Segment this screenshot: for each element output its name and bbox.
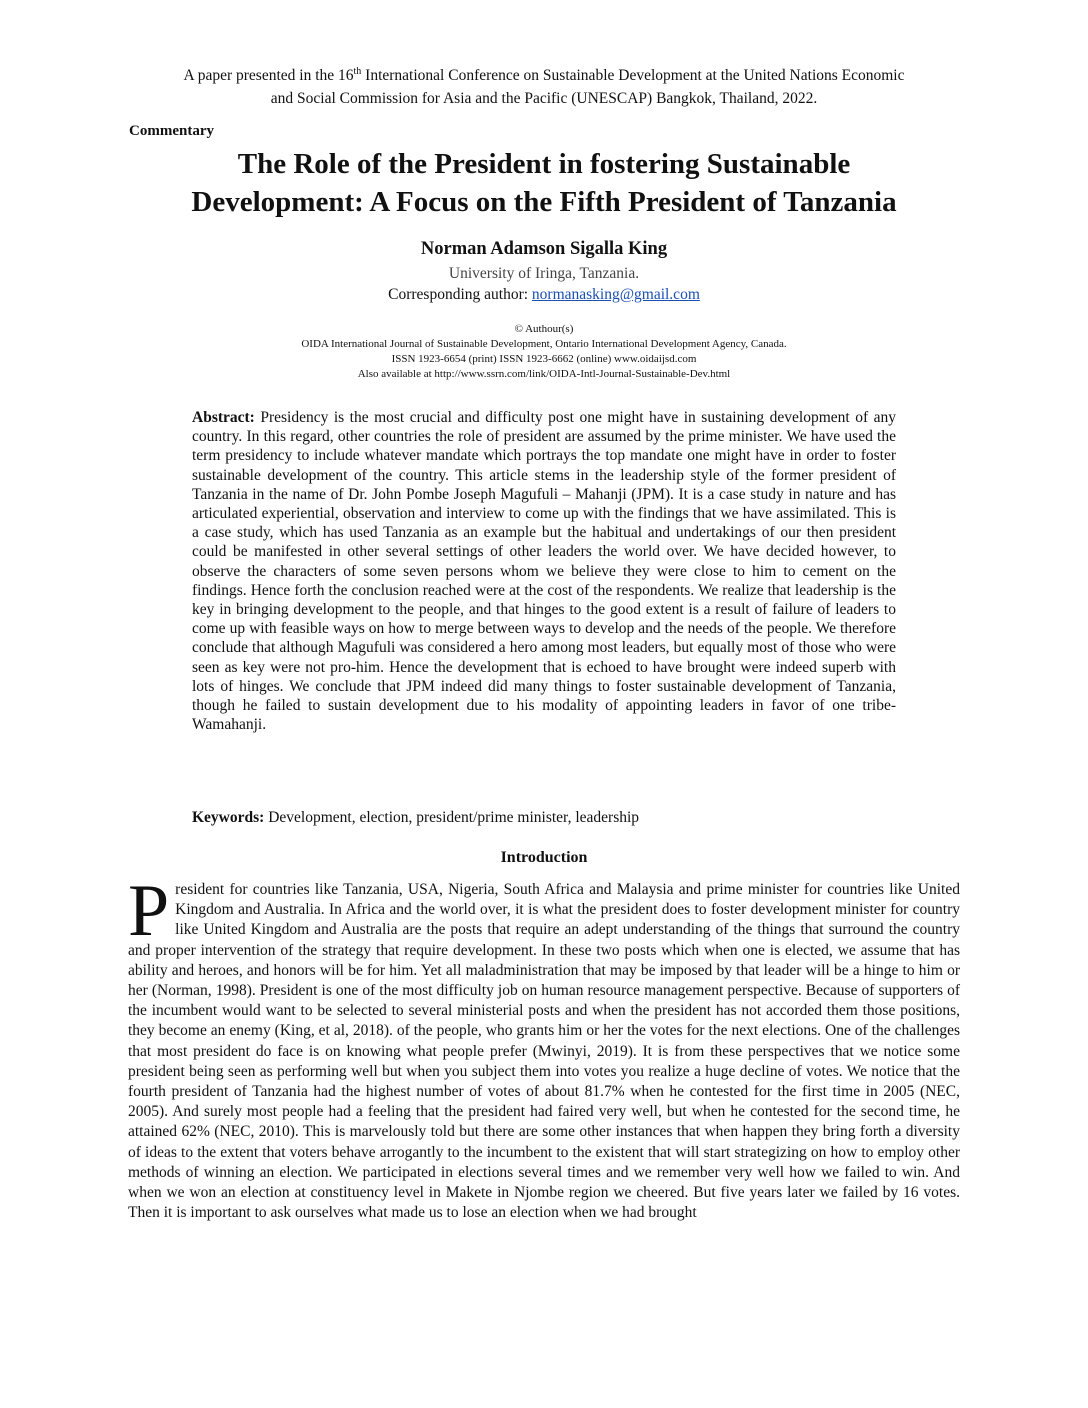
copyright-line: © Authour(s) <box>514 323 574 335</box>
abstract-label: Abstract: <box>192 409 255 426</box>
abstract <box>192 408 896 734</box>
keywords-text: Development, election, president/prime minister, leadership <box>264 809 640 826</box>
email-link[interactable]: normanasking@gmail.com <box>531 286 700 303</box>
paper-title <box>100 145 988 221</box>
title-line-2: Development: A Focus on the Fifth President of Tanzania <box>191 186 897 218</box>
conference-note <box>120 64 968 110</box>
author-affiliation <box>0 263 1088 305</box>
conference-line-1: A paper presented in the 16th International Conference on Sustainable Development at the United Nations Economic <box>183 66 905 84</box>
article-type-label: Commentary <box>129 123 214 139</box>
journal-line: OIDA International Journal of Sustainable Development, Ontario International Development Agency, Canada. <box>301 338 787 350</box>
corresponding-author: Corresponding author: normanasking@gmail.com <box>388 286 700 303</box>
title-line-1: The Role of the President in fostering Sustainable <box>237 148 851 180</box>
affiliation-institution: University of Iringa, Tanzania. <box>448 265 640 282</box>
availability-line: Also available at http://www.ssrn.com/link/OIDA-Intl-Journal-Sustainable-Dev.html <box>357 368 731 380</box>
publication-info <box>0 322 1088 382</box>
conference-line-2: and Social Commission for Asia and the Pacific (UNESCAP) Bangkok, Thailand, 2022. <box>270 90 818 107</box>
keywords-label: Keywords: <box>192 809 265 826</box>
introduction-text: resident for countries like Tanzania, USA, Nigeria, South Africa and Malaysia and prime minister for countries like United Kingdom and Australia. In Africa and the world over, it is what the president does to foster development minister for country like United Kingdom and Australia are the posts that require an adept understanding of the things that surround the country and proper intervention of the strategy that require development. In these two posts which when one is elected, we assume that has ability and heroes, and honors will be for him. Yet all maladministration that may be imposed by that leader will be a hinge to him or her (Norman, 1998). President is one of the most difficulty job on human resource management perspective. Because of supporters of the incumbent would want to be selected to several ministerial posts and when the president has not accorded them those positions, they become an enemy (King, et al, 2018). of the people, who grants him or her the votes for the next elections. One of the challenges that most president do face is on knowing what people prefer (Mwinyi, 2019). It is from these perspectives that we notice some president being seen as performing well but when you subject them into votes you realize a huge decline of votes. We notice that the fourth president of Tanzania had the highest number of votes of about 81.7% when he contested for the first time in 2005 (NEC, 2005). And surely most people had a feeling that the president had faired very well, but when he contested for the second time, he attained 62% (NEC, 2010). This is marvelously told but there are some other instances that when happen they bring forth a diversity of ideas to the extent that voters behave arrogantly to the incumbent to the existent that will start strategizing on how to employ other methods of winning an election. We participated in elections several times and we remember very well how we failed to win. And when we won an election at constituency level in Makete in Njombe region we cheered. But five years later we failed by 16 votes. Then it is important to ask ourselves what made us to lose an election when we had brought <box>128 881 960 1222</box>
author-name: Norman Adamson Sigalla King <box>420 239 668 259</box>
section-heading-introduction: Introduction <box>500 849 588 866</box>
drop-cap: P <box>128 870 170 952</box>
keywords <box>192 808 896 827</box>
introduction-paragraph <box>128 870 960 1223</box>
issn-line: ISSN 1923-6654 (print) ISSN 1923-6662 (online) www.oidaijsd.com <box>391 353 697 365</box>
abstract-text: Presidency is the most crucial and difficulty post one might have in sustaining development of any country. In this regard, other countries the role of president are assumed by the prime minister. We have used the term presidency to include whatever mandate which portrays the top mandate one might have in order to foster sustainable development of the country. This article stems in the leadership style of the former president of Tanzania in the name of Dr. John Pombe Joseph Magufuli – Mahanji (JPM). It is a case study in nature and has articulated experiential, observation and interview to come up with the findings that we have assimilated. This is a case study, which has used Tanzania as an example but the habitual and undertakings of our then president could be manifested in other several settings of other leaders the world over. We have decided however, to observe the characters of some seven persons whom we believe they were close to him to cement on the findings. Hence forth the conclusion reached were at the cost of the respondents. We realize that leadership is the key in bringing development to the people, and that hinges to the good extent is a result of failure of leaders to come up with feasible ways on how to merge between ways to develop and the needs of the people. We therefore conclude that although Magufuli was considered a hero among most leaders, but equally most of those who were seen as key were not pro-him. Hence the development that is echoed to have brought were indeed superb with lots of hinges. We conclude that JPM indeed did many things to foster sustainable development of Tanzania, though he failed to sustain development due to his modality of appointing leaders in favor of one tribe-Wamahanji. <box>192 409 896 734</box>
